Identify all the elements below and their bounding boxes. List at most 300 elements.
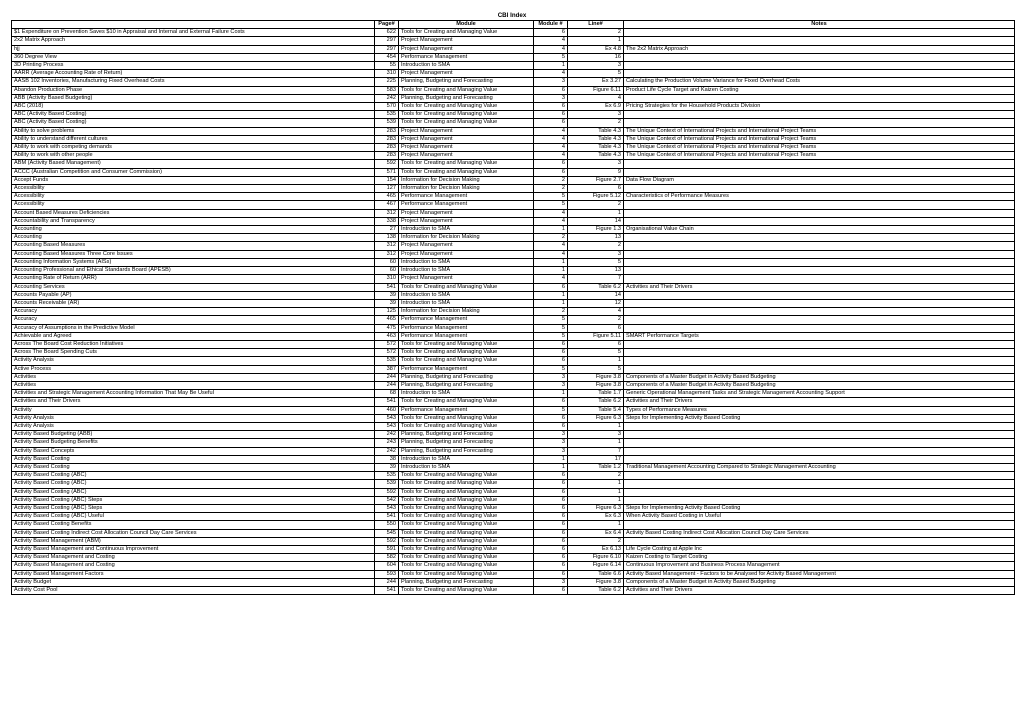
table-row <box>12 513 1015 521</box>
module-cell: Project Management <box>399 250 534 258</box>
term-cell: Activity Based Management and Costing <box>12 562 375 570</box>
module-cell: Tools for Creating and Managing Value <box>399 283 534 291</box>
line-cell: 1 <box>568 480 624 488</box>
notes-cell <box>624 521 1015 529</box>
table-row <box>12 201 1015 209</box>
term-cell: Accounting <box>12 226 375 234</box>
table-row <box>12 480 1015 488</box>
module-cell: Planning, Budgeting and Forecasting <box>399 439 534 447</box>
module-cell: Introduction to SMA <box>399 267 534 275</box>
line-cell: 17 <box>568 455 624 463</box>
line-cell: 1 <box>568 357 624 365</box>
column-header-term <box>12 21 375 29</box>
notes-cell: SMART Performance Targets <box>624 332 1015 340</box>
page-cell: 244 <box>375 373 399 381</box>
line-cell: 1 <box>568 37 624 45</box>
module-number-cell: 3 <box>534 578 568 586</box>
table-row <box>12 250 1015 258</box>
page-cell: 545 <box>375 529 399 537</box>
line-cell: Figure 6.3 <box>568 504 624 512</box>
module-cell: Planning, Budgeting and Forecasting <box>399 373 534 381</box>
table-row <box>12 127 1015 135</box>
page-cell: 242 <box>375 447 399 455</box>
module-cell: Performance Management <box>399 324 534 332</box>
term-cell: Accounting Professional and Ethical Standards Board (APESB) <box>12 267 375 275</box>
line-cell: Figure 3.8 <box>568 373 624 381</box>
notes-cell <box>624 488 1015 496</box>
line-cell: 6 <box>568 324 624 332</box>
page-cell: 283 <box>375 144 399 152</box>
page-cell: 39 <box>375 463 399 471</box>
module-cell: Tools for Creating and Managing Value <box>399 496 534 504</box>
module-cell: Tools for Creating and Managing Value <box>399 570 534 578</box>
column-header-module: Module <box>399 21 534 29</box>
notes-cell <box>624 217 1015 225</box>
module-cell: Tools for Creating and Managing Value <box>399 472 534 480</box>
term-cell: Activity Based Management (ABM) <box>12 537 375 545</box>
module-number-cell: 1 <box>534 299 568 307</box>
term-cell: Abandon Production Phase <box>12 86 375 94</box>
page-cell: 38 <box>375 455 399 463</box>
page-cell: 535 <box>375 472 399 480</box>
line-cell: Table 6.2 <box>568 587 624 595</box>
notes-cell: Data Flow Diagram <box>624 176 1015 184</box>
term-cell: Activity Based Budgeting Benefits <box>12 439 375 447</box>
notes-cell <box>624 209 1015 217</box>
table-row <box>12 291 1015 299</box>
line-cell: 6 <box>568 340 624 348</box>
notes-cell: Life Cycle Costing at Apple Inc <box>624 546 1015 554</box>
term-cell: Activity Based Management Factors <box>12 570 375 578</box>
module-cell: Project Management <box>399 135 534 143</box>
term-cell: Activity Based Costing (ABC) <box>12 472 375 480</box>
module-cell: Tools for Creating and Managing Value <box>399 529 534 537</box>
term-cell: ABB (Activity Based Budgeting) <box>12 94 375 102</box>
line-cell: 3 <box>568 111 624 119</box>
module-cell: Project Management <box>399 152 534 160</box>
term-cell: AARR (Average Accounting Rate of Return) <box>12 70 375 78</box>
term-cell: Activity Based Costing (ABC) Useful <box>12 513 375 521</box>
notes-cell <box>624 267 1015 275</box>
module-cell: Tools for Creating and Managing Value <box>399 546 534 554</box>
notes-cell: Activities and Their Drivers <box>624 283 1015 291</box>
term-cell: Ability to work with other people <box>12 152 375 160</box>
module-number-cell: 5 <box>534 201 568 209</box>
line-cell: 5 <box>568 258 624 266</box>
module-cell: Performance Management <box>399 332 534 340</box>
module-cell: Tools for Creating and Managing Value <box>399 554 534 562</box>
page-cell: 535 <box>375 357 399 365</box>
line-cell: 1 <box>568 422 624 430</box>
line-cell: 4 <box>568 94 624 102</box>
page-cell: 593 <box>375 570 399 578</box>
module-number-cell: 4 <box>534 275 568 283</box>
module-number-cell: 6 <box>534 349 568 357</box>
line-cell: 5 <box>568 365 624 373</box>
module-number-cell: 1 <box>534 455 568 463</box>
page-cell: 338 <box>375 217 399 225</box>
module-number-cell: 3 <box>534 439 568 447</box>
page-cell: 463 <box>375 332 399 340</box>
table-row <box>12 234 1015 242</box>
term-cell: Accounting Information Systems (AISs) <box>12 258 375 266</box>
page-cell: 467 <box>375 201 399 209</box>
module-cell: Tools for Creating and Managing Value <box>399 357 534 365</box>
line-cell: 1 <box>568 521 624 529</box>
table-row <box>12 226 1015 234</box>
module-cell: Introduction to SMA <box>399 62 534 70</box>
table-row <box>12 562 1015 570</box>
notes-cell <box>624 340 1015 348</box>
module-cell: Tools for Creating and Managing Value <box>399 349 534 357</box>
module-cell: Introduction to SMA <box>399 455 534 463</box>
table-row <box>12 537 1015 545</box>
table-row <box>12 357 1015 365</box>
table-row <box>12 406 1015 414</box>
notes-cell: Components of a Master Budget in Activity Based Budgeting <box>624 381 1015 389</box>
line-cell: Figure 5.12 <box>568 193 624 201</box>
table-row <box>12 299 1015 307</box>
term-cell: Activities and Strategic Management Accounting Information That May Be Useful <box>12 390 375 398</box>
notes-cell <box>624 111 1015 119</box>
module-number-cell: 4 <box>534 242 568 250</box>
module-number-cell: 6 <box>534 537 568 545</box>
module-cell: Information for Decision Making <box>399 185 534 193</box>
table-row <box>12 144 1015 152</box>
module-number-cell: 6 <box>534 414 568 422</box>
table-body <box>12 29 1015 595</box>
line-cell: 9 <box>568 168 624 176</box>
module-cell: Performance Management <box>399 53 534 61</box>
module-cell: Performance Management <box>399 406 534 414</box>
table-row <box>12 78 1015 86</box>
term-cell: Activity Based Management and Continuous Improvement <box>12 546 375 554</box>
module-number-cell: 6 <box>534 529 568 537</box>
module-number-cell: 5 <box>534 324 568 332</box>
line-cell: Figure 1.3 <box>568 226 624 234</box>
page-cell: 571 <box>375 168 399 176</box>
column-header-notes: Notes <box>624 21 1015 29</box>
page-cell: 454 <box>375 53 399 61</box>
term-cell: AASB 102 Inventories, Manufacturing Fixed Overhead Costs <box>12 78 375 86</box>
module-cell: Information for Decision Making <box>399 234 534 242</box>
table-row <box>12 119 1015 127</box>
module-number-cell: 5 <box>534 332 568 340</box>
module-number-cell: 4 <box>534 144 568 152</box>
module-number-cell: 5 <box>534 406 568 414</box>
line-cell: 3 <box>568 62 624 70</box>
notes-cell: The Unique Context of International Projects and International Project Teams <box>624 127 1015 135</box>
term-cell: Active Process <box>12 365 375 373</box>
page-cell: 543 <box>375 422 399 430</box>
notes-cell <box>624 349 1015 357</box>
module-cell: Tools for Creating and Managing Value <box>399 488 534 496</box>
line-cell: 2 <box>568 537 624 545</box>
line-cell: Figure 6.14 <box>568 562 624 570</box>
module-number-cell: 5 <box>534 193 568 201</box>
notes-cell: Organisational Value Chain <box>624 226 1015 234</box>
table-row <box>12 176 1015 184</box>
term-cell: Activity <box>12 406 375 414</box>
table-row <box>12 45 1015 53</box>
module-number-cell: 2 <box>534 176 568 184</box>
module-number-cell: 4 <box>534 127 568 135</box>
page-cell: 582 <box>375 554 399 562</box>
notes-cell <box>624 29 1015 37</box>
table-row <box>12 209 1015 217</box>
line-cell: 1 <box>568 439 624 447</box>
page-cell: 604 <box>375 562 399 570</box>
table-row <box>12 258 1015 266</box>
line-cell: Figure 3.8 <box>568 381 624 389</box>
notes-cell: Components of a Master Budget in Activity Based Budgeting <box>624 373 1015 381</box>
module-number-cell: 4 <box>534 209 568 217</box>
module-number-cell: 1 <box>534 226 568 234</box>
page-cell: 543 <box>375 414 399 422</box>
notes-cell: Components of a Master Budget in Activity Based Budgeting <box>624 578 1015 586</box>
module-number-cell: 3 <box>534 94 568 102</box>
module-number-cell: 6 <box>534 119 568 127</box>
term-cell: Account Based Measures Deficiencies <box>12 209 375 217</box>
module-number-cell: 6 <box>534 29 568 37</box>
term-cell: Accounting Rate of Return (ARR) <box>12 275 375 283</box>
notes-cell <box>624 201 1015 209</box>
line-cell: 1 <box>568 488 624 496</box>
term-cell: Ability to work with competing demands <box>12 144 375 152</box>
module-cell: Tools for Creating and Managing Value <box>399 414 534 422</box>
page-cell: 283 <box>375 127 399 135</box>
line-cell: 2 <box>568 201 624 209</box>
term-cell: 360 Degree View <box>12 53 375 61</box>
page-cell: 310 <box>375 275 399 283</box>
term-cell: 2x2 Matrix Approach <box>12 37 375 45</box>
term-cell: Across The Board Cost Reduction Initiatives <box>12 340 375 348</box>
module-number-cell: 5 <box>534 365 568 373</box>
table-row <box>12 414 1015 422</box>
notes-cell: Steps for Implementing Activity Based Costing <box>624 414 1015 422</box>
module-number-cell: 6 <box>534 521 568 529</box>
page-cell: 572 <box>375 340 399 348</box>
module-cell: Tools for Creating and Managing Value <box>399 587 534 595</box>
module-cell: Tools for Creating and Managing Value <box>399 521 534 529</box>
table-row <box>12 570 1015 578</box>
line-cell: 12 <box>568 299 624 307</box>
notes-cell: Activity Based Management - Factors to be Analysed for Activity Based Management <box>624 570 1015 578</box>
term-cell: Activity Budget <box>12 578 375 586</box>
page-cell: 55 <box>375 62 399 70</box>
page-cell: 550 <box>375 521 399 529</box>
module-number-cell: 6 <box>534 86 568 94</box>
table-row <box>12 70 1015 78</box>
notes-cell <box>624 242 1015 250</box>
page-cell: 283 <box>375 135 399 143</box>
module-cell: Introduction to SMA <box>399 463 534 471</box>
column-header-line: Line# <box>568 21 624 29</box>
line-cell: 13 <box>568 234 624 242</box>
page-cell: 592 <box>375 488 399 496</box>
term-cell: Achievable and Agreed <box>12 332 375 340</box>
page-cell: 591 <box>375 546 399 554</box>
line-cell: Figure 2.7 <box>568 176 624 184</box>
module-number-cell: 6 <box>534 587 568 595</box>
table-row <box>12 275 1015 283</box>
module-cell: Introduction to SMA <box>399 226 534 234</box>
notes-cell: Activities and Their Drivers <box>624 398 1015 406</box>
line-cell: 5 <box>568 70 624 78</box>
line-cell: Ex 6.9 <box>568 103 624 111</box>
table-row <box>12 103 1015 111</box>
notes-cell <box>624 168 1015 176</box>
notes-cell: Calculating the Production Volume Variance for Fixed Overhead Costs <box>624 78 1015 86</box>
term-cell: Accuracy of Assumptions in the Predictive Model <box>12 324 375 332</box>
page-cell: 387 <box>375 365 399 373</box>
page-cell: 539 <box>375 480 399 488</box>
term-cell: Activities <box>12 381 375 389</box>
term-cell: Accessibility <box>12 185 375 193</box>
table-row <box>12 373 1015 381</box>
notes-cell <box>624 119 1015 127</box>
term-cell: ABM (Activity Based Management) <box>12 160 375 168</box>
line-cell: 14 <box>568 217 624 225</box>
notes-cell: The 2x2 Matrix Approach <box>624 45 1015 53</box>
column-header-page: Page# <box>375 21 399 29</box>
page-cell: 570 <box>375 103 399 111</box>
page-cell: 475 <box>375 324 399 332</box>
module-number-cell: 5 <box>534 53 568 61</box>
table-row <box>12 242 1015 250</box>
line-cell: 3 <box>568 160 624 168</box>
line-cell: 14 <box>568 291 624 299</box>
notes-cell: The Unique Context of International Projects and International Project Teams <box>624 152 1015 160</box>
notes-cell: The Unique Context of International Projects and International Project Teams <box>624 144 1015 152</box>
table-row <box>12 168 1015 176</box>
term-cell: Accounting Services <box>12 283 375 291</box>
column-header-module-number: Module # <box>534 21 568 29</box>
line-cell: 2 <box>568 242 624 250</box>
table-row <box>12 578 1015 586</box>
line-cell: Figure 6.10 <box>568 554 624 562</box>
notes-cell: Kaizen Costing to Target Costing <box>624 554 1015 562</box>
module-cell: Tools for Creating and Managing Value <box>399 480 534 488</box>
module-cell: Project Management <box>399 242 534 250</box>
line-cell: 2 <box>568 472 624 480</box>
term-cell: Accounts Receivable (AR) <box>12 299 375 307</box>
notes-cell: Pricing Strategies for the Household Products Division <box>624 103 1015 111</box>
module-number-cell: 6 <box>534 554 568 562</box>
table-row <box>12 587 1015 595</box>
line-cell: Table 1.2 <box>568 463 624 471</box>
page-cell: 39 <box>375 299 399 307</box>
module-number-cell: 4 <box>534 250 568 258</box>
table-row <box>12 529 1015 537</box>
line-cell: 3 <box>568 431 624 439</box>
notes-cell <box>624 258 1015 266</box>
page-cell: 244 <box>375 381 399 389</box>
table-row <box>12 217 1015 225</box>
table-row <box>12 472 1015 480</box>
term-cell: Accuracy <box>12 308 375 316</box>
module-cell: Tools for Creating and Managing Value <box>399 111 534 119</box>
module-number-cell: 6 <box>534 357 568 365</box>
term-cell: $1 Expenditure on Prevention Saves $10 in Appraisal and Internal and External Failure Costs <box>12 29 375 37</box>
module-cell: Introduction to SMA <box>399 258 534 266</box>
table-row <box>12 496 1015 504</box>
notes-cell: Characteristics of Performance Measures <box>624 193 1015 201</box>
table-row <box>12 447 1015 455</box>
term-cell: Accessibility <box>12 193 375 201</box>
page-cell: 541 <box>375 283 399 291</box>
notes-cell: The Unique Context of International Projects and International Project Teams <box>624 135 1015 143</box>
line-cell: Ex 6.4 <box>568 529 624 537</box>
term-cell: Ability to solve problems <box>12 127 375 135</box>
notes-cell <box>624 70 1015 78</box>
page-cell: 138 <box>375 234 399 242</box>
module-cell: Project Management <box>399 275 534 283</box>
line-cell: 5 <box>568 349 624 357</box>
line-cell: Table 5.4 <box>568 406 624 414</box>
term-cell: ABC (Activity Based Costing) <box>12 119 375 127</box>
page-cell: 127 <box>375 185 399 193</box>
module-cell: Planning, Budgeting and Forecasting <box>399 447 534 455</box>
module-number-cell: 4 <box>534 152 568 160</box>
term-cell: Activity Analysis <box>12 357 375 365</box>
page-cell: 592 <box>375 537 399 545</box>
module-cell: Project Management <box>399 144 534 152</box>
page-cell: 541 <box>375 513 399 521</box>
module-number-cell: 6 <box>534 496 568 504</box>
module-cell: Project Management <box>399 209 534 217</box>
table-row <box>12 86 1015 94</box>
module-number-cell: 6 <box>534 160 568 168</box>
table-row <box>12 521 1015 529</box>
page-cell: 312 <box>375 250 399 258</box>
term-cell: Across The Board Spending Cuts <box>12 349 375 357</box>
table-row <box>12 381 1015 389</box>
table-row <box>12 308 1015 316</box>
module-cell: Introduction to SMA <box>399 390 534 398</box>
module-cell: Tools for Creating and Managing Value <box>399 562 534 570</box>
line-cell: Table 1.7 <box>568 390 624 398</box>
page-cell: 541 <box>375 398 399 406</box>
notes-cell <box>624 37 1015 45</box>
term-cell: Activity Based Costing (ABC) Steps <box>12 496 375 504</box>
notes-cell: Generic Operational Management Tasks and Strategic Management Accounting Support <box>624 390 1015 398</box>
table-row <box>12 62 1015 70</box>
table-row <box>12 455 1015 463</box>
term-cell: ABC (Activity Based Costing) <box>12 111 375 119</box>
term-cell: Accounts Payable (AP) <box>12 291 375 299</box>
notes-cell: Steps for Implementing Activity Based Costing <box>624 504 1015 512</box>
page-cell: 283 <box>375 152 399 160</box>
module-number-cell: 4 <box>534 70 568 78</box>
module-number-cell: 1 <box>534 291 568 299</box>
table-row <box>12 398 1015 406</box>
table-row <box>12 160 1015 168</box>
table-row <box>12 185 1015 193</box>
page-cell: 154 <box>375 176 399 184</box>
module-number-cell: 1 <box>534 463 568 471</box>
page-cell: 583 <box>375 86 399 94</box>
term-cell: Accounting Based Measures <box>12 242 375 250</box>
line-cell: 7 <box>568 447 624 455</box>
module-cell: Tools for Creating and Managing Value <box>399 537 534 545</box>
table-row <box>12 439 1015 447</box>
notes-cell <box>624 250 1015 258</box>
module-number-cell: 6 <box>534 546 568 554</box>
line-cell: Table 6.2 <box>568 398 624 406</box>
page-cell: 312 <box>375 209 399 217</box>
page-cell: 592 <box>375 160 399 168</box>
